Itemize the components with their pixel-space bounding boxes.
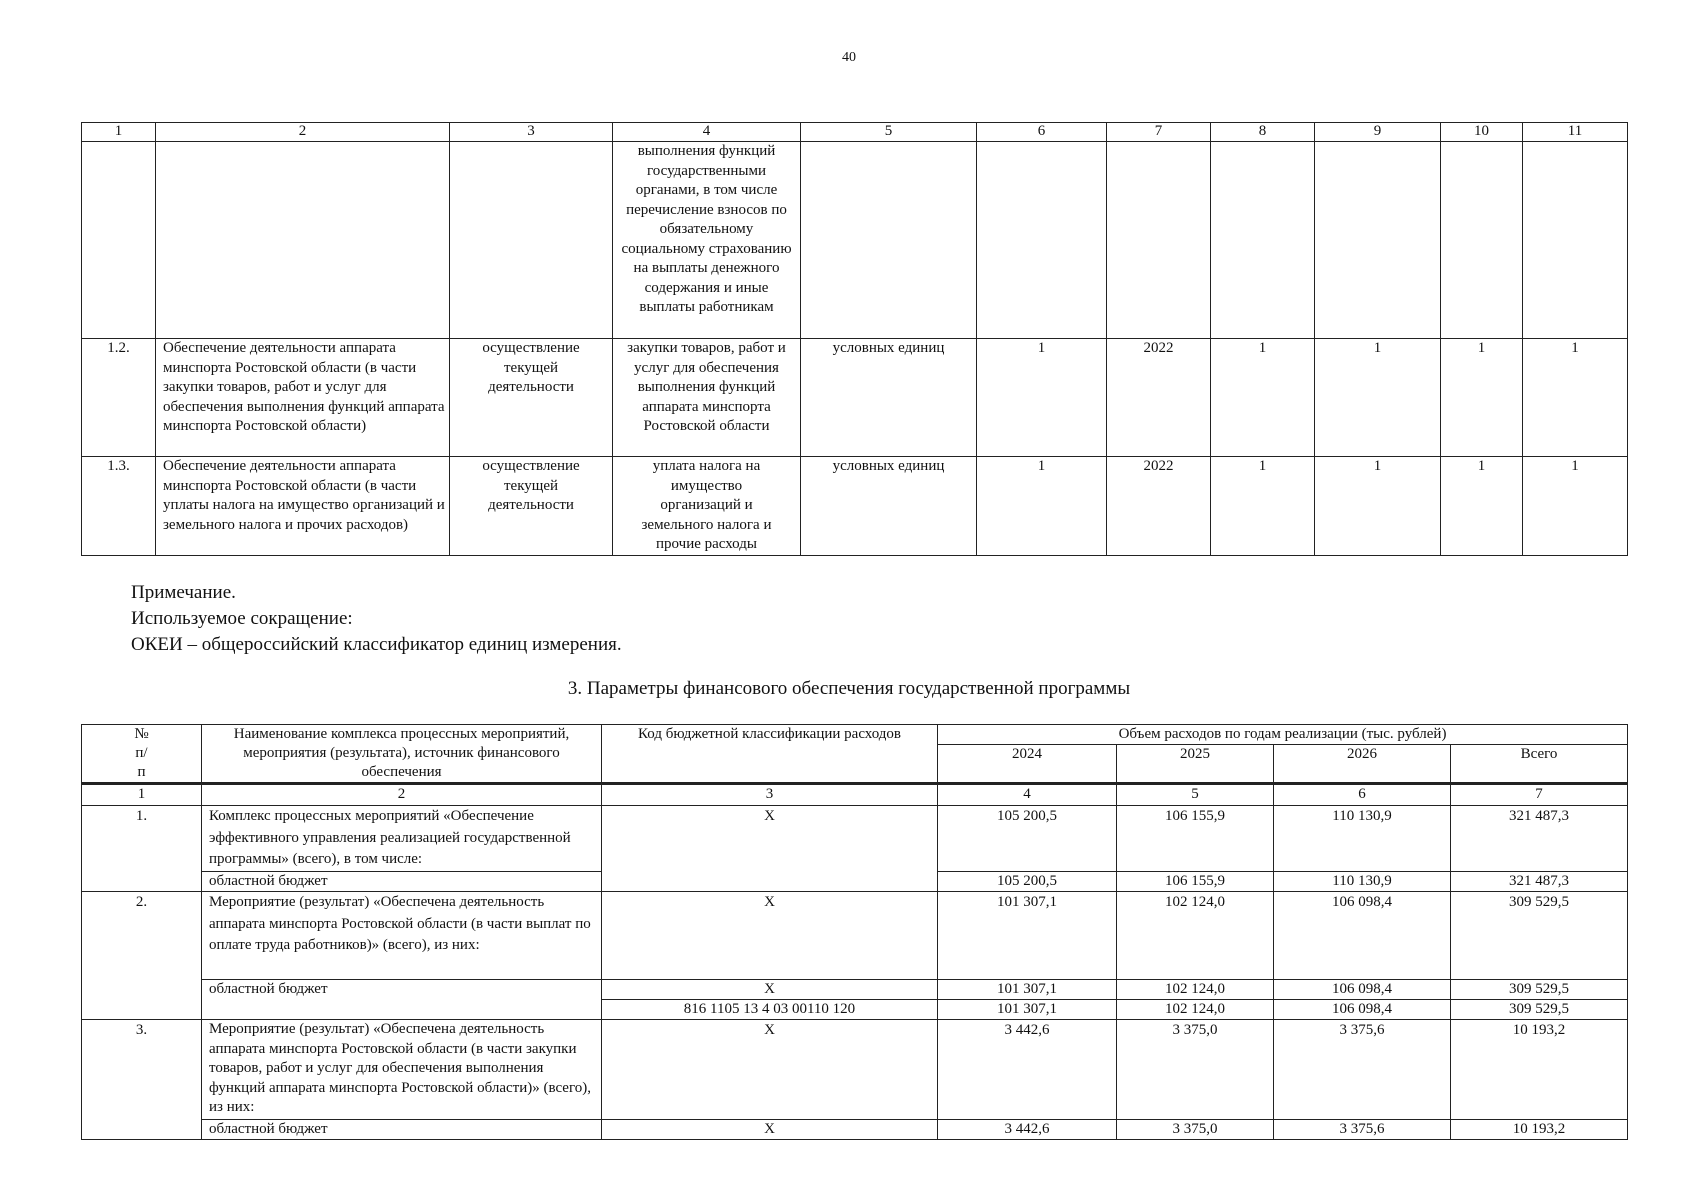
cell-amount: 106 098,4: [1274, 892, 1451, 980]
cell-amount: 101 307,1: [938, 980, 1117, 1000]
column-number: 10: [1441, 123, 1523, 142]
cell-value: 1: [1211, 339, 1315, 457]
cell-amount: 106 098,4: [1274, 980, 1451, 1000]
cell-name: областной бюджет: [202, 1120, 602, 1140]
cell-amount: 101 307,1: [938, 892, 1117, 980]
cell-amount: 3 375,6: [1274, 1120, 1451, 1140]
cell-amount: 106 098,4: [1274, 1000, 1451, 1020]
cell-amount: 102 124,0: [1117, 1000, 1274, 1020]
cell-amount: 101 307,1: [938, 1000, 1117, 1020]
cell-type: [450, 142, 613, 339]
cell-amount: 3 442,6: [938, 1020, 1117, 1120]
table-row: [82, 892, 1628, 980]
cell-name: областной бюджет: [202, 980, 602, 1020]
cell-code: X: [602, 892, 938, 980]
cell-amount: 105 200,5: [938, 872, 1117, 892]
cell-description: выполнения функций государственными органами, в том числе перечисление взносов по обязательному социальному страхованию на выплаты денежного содержания и иные выплаты работникам: [613, 142, 801, 339]
cell-value: 1: [1523, 457, 1628, 556]
cell-amount: 3 375,6: [1274, 1020, 1451, 1120]
cell-amount: 10 193,2: [1451, 1120, 1628, 1140]
column-number: 8: [1211, 123, 1315, 142]
table-row: [82, 457, 1628, 556]
column-number: 9: [1315, 123, 1441, 142]
financing-table: [81, 724, 1628, 1140]
cell-amount: 3 375,0: [1117, 1020, 1274, 1120]
cell-amount: 321 487,3: [1451, 806, 1628, 872]
cell-value: 1: [977, 339, 1107, 457]
cell-amount: 3 375,0: [1117, 1120, 1274, 1140]
column-number: 4: [938, 784, 1117, 806]
indicators-table: [81, 122, 1628, 556]
cell-value: [1315, 142, 1441, 339]
cell-number: 2.: [82, 892, 202, 1020]
cell-amount: 110 130,9: [1274, 872, 1451, 892]
column-number: 2: [156, 123, 450, 142]
cell-name: [156, 142, 450, 339]
column-number: 5: [801, 123, 977, 142]
header-number: № п/п: [82, 725, 202, 784]
header-year: 2025: [1117, 745, 1274, 784]
column-number: 4: [613, 123, 801, 142]
cell-name: Комплекс процессных мероприятий «Обеспечение эффективного управления реализацией государственной программы» (всего), в том числе:: [202, 806, 602, 872]
cell-value: 1: [1441, 457, 1523, 556]
table-row: [82, 339, 1628, 457]
cell-value: [1211, 142, 1315, 339]
cell-amount: 309 529,5: [1451, 980, 1628, 1000]
table-number-row: [82, 784, 1628, 806]
column-number: 1: [82, 123, 156, 142]
cell-code: X: [602, 1020, 938, 1120]
cell-amount: 309 529,5: [1451, 1000, 1628, 1020]
cell-code: 816 1105 13 4 03 00110 120: [602, 1000, 938, 1020]
column-number: 5: [1117, 784, 1274, 806]
cell-name: Обеспечение деятельности аппарата минспорта Ростовской области (в части уплаты налога на имущество организаций и земельного налога и прочих расходов): [156, 457, 450, 556]
cell-unit: [801, 142, 977, 339]
cell-amount: 321 487,3: [1451, 872, 1628, 892]
cell-name: Мероприятие (результат) «Обеспечена деятельность аппарата минспорта Ростовской области (в части выплат по оплате труда работников)» (всего), из них:: [202, 892, 602, 980]
cell-value: [977, 142, 1107, 339]
cell-unit: условных единиц: [801, 457, 977, 556]
cell-name: Мероприятие (результат) «Обеспечена деятельность аппарата минспорта Ростовской области (в части закупки товаров, работ и услуг для обеспечения выполнения функций аппарата минспорта Ростовской области)» (всего), из них:: [202, 1020, 602, 1120]
table-row: [82, 980, 1628, 1000]
cell-amount: 110 130,9: [1274, 806, 1451, 872]
column-number: 7: [1107, 123, 1211, 142]
section-title: 3. Параметры финансового обеспечения государственной программы: [567, 678, 1131, 699]
cell-value: 1: [1315, 457, 1441, 556]
cell-value: 2022: [1107, 457, 1211, 556]
cell-code: X: [602, 806, 938, 892]
cell-value: 1: [1523, 339, 1628, 457]
column-number: 6: [977, 123, 1107, 142]
cell-amount: 309 529,5: [1451, 892, 1628, 980]
cell-number: 1.3.: [82, 457, 156, 556]
cell-value: 2022: [1107, 339, 1211, 457]
cell-amount: 102 124,0: [1117, 980, 1274, 1000]
cell-value: 1: [977, 457, 1107, 556]
note-subtitle: Используемое сокращение:: [131, 608, 353, 629]
cell-value: [1107, 142, 1211, 339]
cell-value: 1: [1315, 339, 1441, 457]
table-row: [82, 1120, 1628, 1140]
cell-value: [1441, 142, 1523, 339]
table-row: [82, 806, 1628, 872]
header-year: 2024: [938, 745, 1117, 784]
cell-code: X: [602, 1120, 938, 1140]
table-row: [82, 142, 1628, 339]
cell-amount: 105 200,5: [938, 806, 1117, 872]
cell-type: осуществление текущей деятельности: [450, 339, 613, 457]
cell-code: X: [602, 980, 938, 1000]
header-volume: Объем расходов по годам реализации (тыс. рублей): [938, 725, 1628, 745]
column-number: 11: [1523, 123, 1628, 142]
column-number: 1: [82, 784, 202, 806]
cell-number: 1.: [82, 806, 202, 892]
table-header-row: [82, 123, 1628, 142]
cell-value: [1523, 142, 1628, 339]
cell-name: областной бюджет: [202, 872, 602, 892]
cell-number: 1.2.: [82, 339, 156, 457]
cell-unit: условных единиц: [801, 339, 977, 457]
note-title: Примечание.: [131, 582, 236, 603]
table-header-row: [82, 725, 1628, 745]
cell-amount: 10 193,2: [1451, 1020, 1628, 1120]
cell-amount: 106 155,9: [1117, 872, 1274, 892]
cell-amount: 102 124,0: [1117, 892, 1274, 980]
column-number: 6: [1274, 784, 1451, 806]
column-number: 3: [450, 123, 613, 142]
cell-amount: 3 442,6: [938, 1120, 1117, 1140]
header-total: Всего: [1451, 745, 1628, 784]
cell-number: [82, 142, 156, 339]
page-number: 40: [842, 50, 856, 65]
cell-description: уплата налога на имущество организаций и земельного налога и прочие расходы: [613, 457, 801, 556]
note-text: ОКЕИ – общероссийский классификатор единиц измерения.: [131, 634, 622, 655]
header-year: 2026: [1274, 745, 1451, 784]
cell-description: закупки товаров, работ и услуг для обеспечения выполнения функций аппарата минспорта Ростовской области: [613, 339, 801, 457]
cell-name: Обеспечение деятельности аппарата минспорта Ростовской области (в части закупки товаров, работ и услуг для обеспечения выполнения функций аппарата минспорта Ростовской области): [156, 339, 450, 457]
header-name: Наименование комплекса процессных мероприятий, мероприятия (результата), источник финансового обеспечения: [202, 725, 602, 784]
header-code: Код бюджетной классификации расходов: [602, 725, 938, 784]
column-number: 7: [1451, 784, 1628, 806]
cell-value: 1: [1211, 457, 1315, 556]
column-number: 3: [602, 784, 938, 806]
cell-number: 3.: [82, 1020, 202, 1140]
cell-amount: 106 155,9: [1117, 806, 1274, 872]
column-number: 2: [202, 784, 602, 806]
cell-value: 1: [1441, 339, 1523, 457]
cell-type: осуществление текущей деятельности: [450, 457, 613, 556]
table-row: [82, 1020, 1628, 1120]
